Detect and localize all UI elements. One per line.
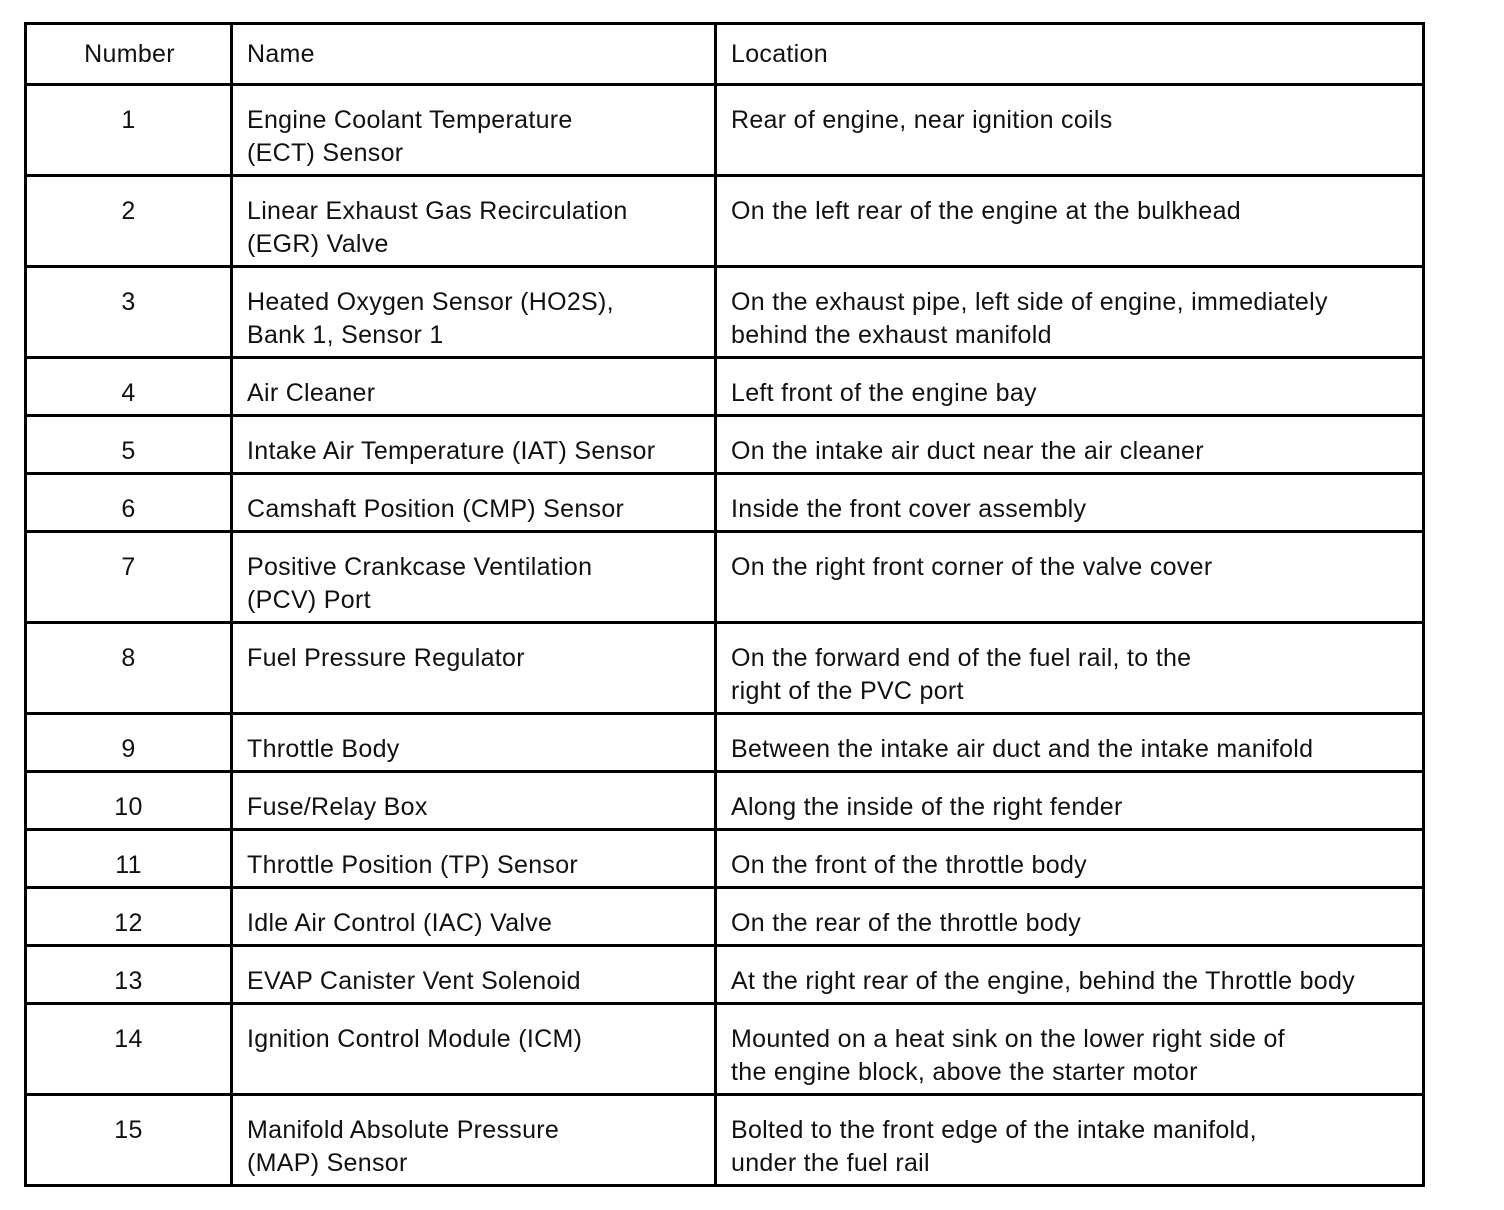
table-row: [26, 772, 1424, 830]
row-number-cell-text: 5: [121, 437, 136, 465]
table-row: [26, 1004, 1424, 1095]
row-name-cell-text: Linear Exhaust Gas Recirculation (EGR) Valve: [247, 197, 628, 258]
row-number-cell: [26, 85, 232, 176]
row-location-cell-text: At the right rear of the engine, behind the Throttle body: [731, 967, 1355, 995]
row-number-cell-text: 12: [114, 909, 143, 937]
row-location-cell-text: Inside the front cover assembly: [731, 495, 1087, 523]
row-location-cell: [716, 772, 1424, 830]
table-row: [26, 830, 1424, 888]
table-header-row: [26, 24, 1424, 85]
table-row: [26, 474, 1424, 532]
row-number-cell: [26, 532, 232, 623]
row-name-cell: [232, 176, 716, 267]
row-location-cell-text: Rear of engine, near ignition coils: [731, 106, 1113, 134]
row-name-cell-text: Fuse/Relay Box: [247, 793, 428, 821]
row-name-cell: [232, 714, 716, 772]
table-row: [26, 714, 1424, 772]
row-number-cell: [26, 830, 232, 888]
row-number-cell-text: 6: [121, 495, 136, 523]
row-name-cell: [232, 416, 716, 474]
row-location-cell-text: On the exhaust pipe, left side of engine, immediately behind the exhaust manifold: [731, 288, 1328, 349]
row-location-cell-text: On the rear of the throttle body: [731, 909, 1082, 937]
row-name-cell-text: Throttle Body: [247, 735, 400, 763]
header-name-label: Name: [247, 39, 315, 68]
row-number-cell: [26, 267, 232, 358]
row-name-cell-text: Air Cleaner: [247, 379, 376, 407]
row-name-cell-text: Manifold Absolute Pressure (MAP) Sensor: [247, 1116, 560, 1177]
row-location-cell: [716, 714, 1424, 772]
header-number: [26, 24, 232, 85]
row-location-cell-text: Between the intake air duct and the intake manifold: [731, 735, 1314, 763]
table-row: [26, 267, 1424, 358]
row-location-cell: [716, 474, 1424, 532]
table-row: [26, 532, 1424, 623]
row-number-cell: [26, 623, 232, 714]
row-name-cell: [232, 85, 716, 176]
row-number-cell: [26, 1004, 232, 1095]
header-location-label: Location: [731, 39, 828, 68]
row-number-cell: [26, 946, 232, 1004]
table-row: [26, 176, 1424, 267]
row-name-cell: [232, 267, 716, 358]
row-number-cell-text: 11: [115, 851, 142, 879]
row-name-cell: [232, 623, 716, 714]
row-location-cell: [716, 830, 1424, 888]
row-number-cell-text: 3: [121, 288, 136, 316]
row-location-cell-text: On the right front corner of the valve cover: [731, 553, 1213, 581]
row-name-cell-text: Fuel Pressure Regulator: [247, 644, 525, 672]
row-number-cell: [26, 358, 232, 416]
row-number-cell: [26, 416, 232, 474]
row-number-cell-text: 13: [114, 967, 143, 995]
header-location: [716, 24, 1424, 85]
row-name-cell-text: Positive Crankcase Ventilation (PCV) Port: [247, 553, 593, 614]
row-location-cell: [716, 358, 1424, 416]
table-row: [26, 946, 1424, 1004]
row-location-cell-text: Along the inside of the right fender: [731, 793, 1123, 821]
row-number-cell-text: 9: [121, 735, 136, 763]
row-location-cell: [716, 416, 1424, 474]
row-name-cell: [232, 1004, 716, 1095]
row-name-cell-text: Heated Oxygen Sensor (HO2S), Bank 1, Sensor 1: [247, 288, 614, 349]
table-row: [26, 1095, 1424, 1186]
row-number-cell-text: 14: [114, 1025, 143, 1053]
row-name-cell-text: Throttle Position (TP) Sensor: [247, 851, 579, 879]
row-number-cell-text: 8: [121, 644, 136, 672]
row-number-cell: [26, 888, 232, 946]
table-row: [26, 85, 1424, 176]
row-location-cell: [716, 532, 1424, 623]
row-location-cell: [716, 623, 1424, 714]
header-number-label: Number: [84, 39, 175, 68]
row-name-cell-text: Engine Coolant Temperature (ECT) Sensor: [247, 106, 573, 167]
row-number-cell: [26, 474, 232, 532]
table-row: [26, 623, 1424, 714]
row-name-cell-text: EVAP Canister Vent Solenoid: [247, 967, 581, 995]
row-location-cell: [716, 1095, 1424, 1186]
row-location-cell-text: On the forward end of the fuel rail, to the right of the PVC port: [731, 644, 1192, 705]
row-name-cell: [232, 474, 716, 532]
table-body: [26, 85, 1424, 1186]
row-number-cell-text: 15: [114, 1116, 143, 1144]
row-name-cell-text: Camshaft Position (CMP) Sensor: [247, 495, 625, 523]
row-name-cell: [232, 888, 716, 946]
table-row: [26, 888, 1424, 946]
row-number-cell-text: 4: [121, 379, 136, 407]
table-row: [26, 358, 1424, 416]
row-location-cell-text: On the intake air duct near the air cleaner: [731, 437, 1204, 465]
row-name-cell: [232, 830, 716, 888]
row-name-cell: [232, 1095, 716, 1186]
row-location-cell: [716, 946, 1424, 1004]
row-name-cell: [232, 772, 716, 830]
component-location-table-container: [24, 22, 1422, 1187]
row-name-cell: [232, 946, 716, 1004]
row-location-cell: [716, 176, 1424, 267]
row-location-cell-text: On the left rear of the engine at the bulkhead: [731, 197, 1241, 225]
row-number-cell: [26, 714, 232, 772]
row-number-cell: [26, 176, 232, 267]
row-location-cell: [716, 267, 1424, 358]
row-name-cell-text: Intake Air Temperature (IAT) Sensor: [247, 437, 656, 465]
row-number-cell: [26, 1095, 232, 1186]
row-location-cell: [716, 888, 1424, 946]
row-location-cell-text: Mounted on a heat sink on the lower right side of the engine block, above the starter motor: [731, 1025, 1285, 1086]
table-row: [26, 416, 1424, 474]
row-name-cell-text: Ignition Control Module (ICM): [247, 1025, 583, 1053]
row-location-cell-text: Bolted to the front edge of the intake manifold, under the fuel rail: [731, 1116, 1257, 1177]
row-number-cell-text: 2: [121, 197, 136, 225]
header-name: [232, 24, 716, 85]
row-number-cell-text: 1: [121, 106, 136, 134]
row-number-cell: [26, 772, 232, 830]
row-location-cell: [716, 85, 1424, 176]
row-location-cell: [716, 1004, 1424, 1095]
component-location-table: [24, 22, 1425, 1187]
row-name-cell: [232, 532, 716, 623]
row-number-cell-text: 7: [121, 553, 136, 581]
row-location-cell-text: On the front of the throttle body: [731, 851, 1087, 879]
row-number-cell-text: 10: [114, 793, 143, 821]
row-name-cell-text: Idle Air Control (IAC) Valve: [247, 909, 553, 937]
row-name-cell: [232, 358, 716, 416]
row-location-cell-text: Left front of the engine bay: [731, 379, 1037, 407]
